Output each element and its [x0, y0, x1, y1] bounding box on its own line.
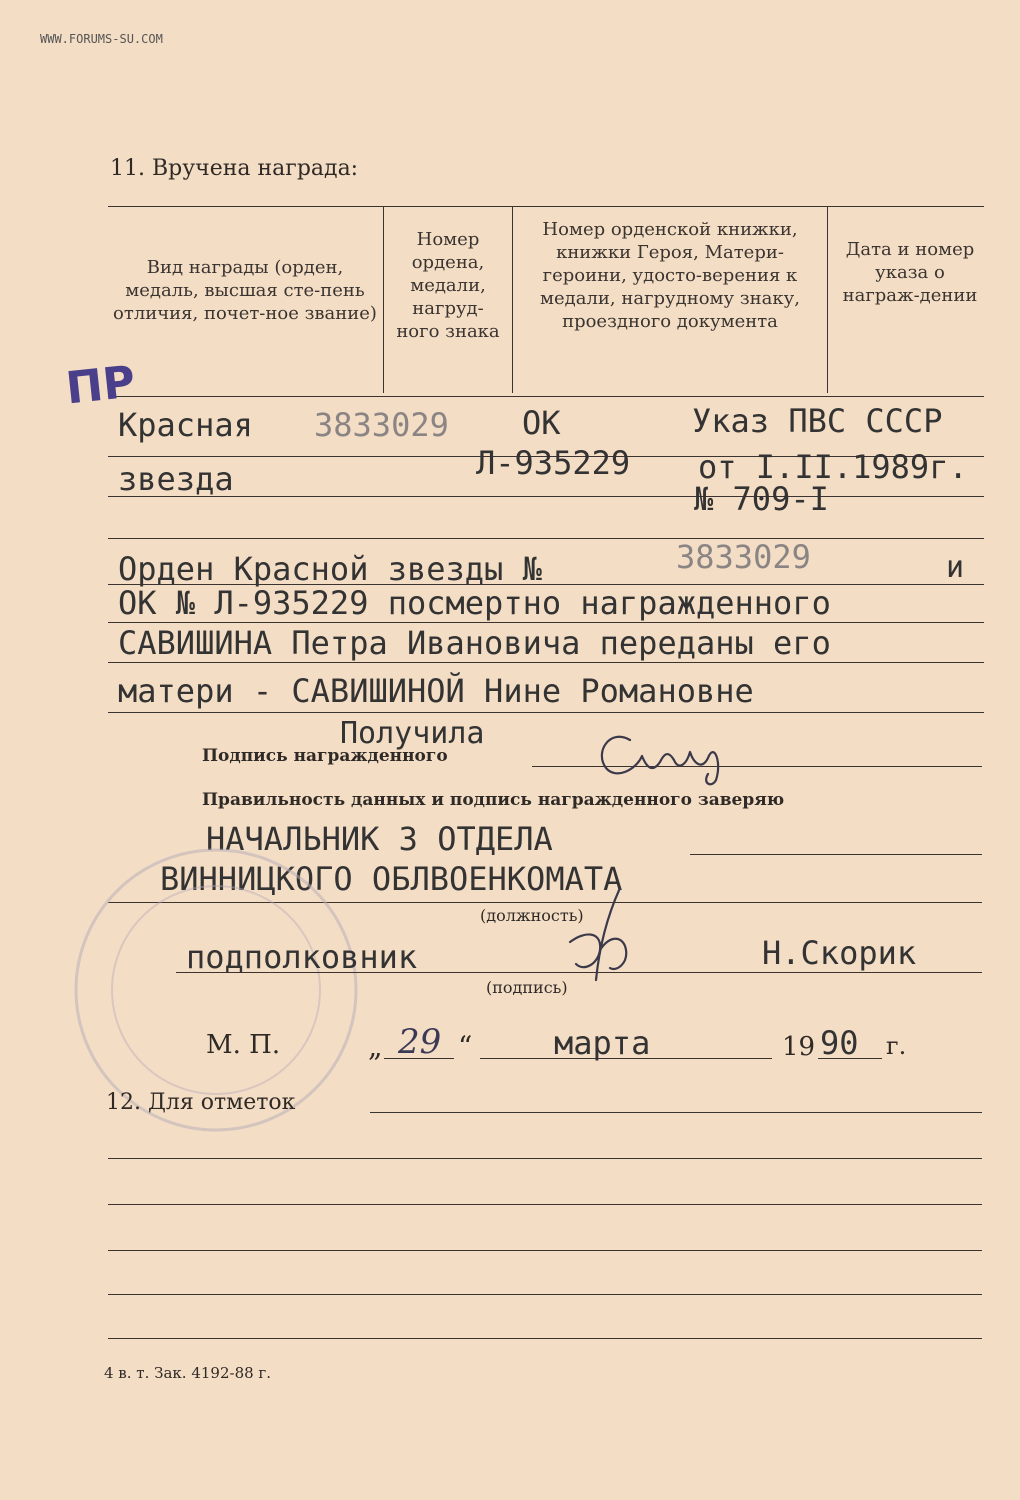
notes-rule-5 [108, 1294, 982, 1295]
header-award-type: Вид награды (орден, медаль, высшая сте-пень отличия, почет-ное звание) [113, 257, 377, 324]
year-suffix: 90 [820, 1024, 859, 1062]
month-rule [480, 1058, 772, 1059]
section-12-title: 12. Для отметок [106, 1090, 296, 1115]
row-rule-3 [108, 538, 984, 539]
position-line1: НАЧАЛЬНИК 3 ОТДЕЛА [206, 820, 553, 858]
note-rule-2 [108, 622, 984, 623]
row-rule-2 [108, 496, 984, 497]
table-col-divider-1 [383, 207, 384, 393]
year-rule [818, 1058, 882, 1059]
year-end: г. [886, 1032, 907, 1060]
award-number: 3833029 [314, 406, 449, 444]
section-11-title: 11. Вручена награда: [110, 156, 359, 181]
date-day: 29 [398, 1022, 442, 1062]
note-line1-text: Орден Красной звезды № [118, 550, 542, 588]
notes-rule-1 [370, 1112, 982, 1113]
book-number-line1: ОК [522, 404, 561, 442]
certify-label: Правильность данных и подпись награжденного заверяю [202, 790, 785, 810]
note-line2: ОК № Л-935229 посмертно награжденного [118, 584, 831, 622]
note-rule-3 [108, 662, 984, 663]
award-type-line1: Красная [118, 406, 253, 444]
note-line1-number: 3833029 [676, 538, 811, 576]
header-decree: Дата и номер указа о награж-дении [842, 239, 978, 306]
notes-rule-4 [108, 1250, 982, 1251]
notes-rule-3 [108, 1204, 982, 1205]
position-rule-1 [690, 854, 982, 855]
date-month: марта [554, 1024, 651, 1062]
award-type-line2: звезда [118, 460, 234, 498]
position-line2: ВИННИЦКОГО ОБЛВОЕНКОМАТА [160, 860, 623, 898]
note-line4: матери - САВИШИНОЙ Нине Романовне [118, 672, 754, 710]
header-award-number: Номер ордена, медали, нагруд-ного знака [396, 229, 500, 342]
table-top-border [108, 206, 984, 207]
margin-stamp: ПР [63, 356, 138, 415]
notes-rule-2 [108, 1158, 982, 1159]
note-line1-end: и [946, 550, 965, 585]
table-col-divider-3 [827, 207, 828, 393]
watermark: WWW.FORUMS-SU.COM [40, 32, 163, 46]
official-name: Н.Скорик [762, 934, 917, 972]
year-prefix: 19 [782, 1032, 816, 1062]
table-col-divider-2 [512, 207, 513, 393]
signature-label: Подпись награжденного [202, 746, 448, 766]
decree-line1: Указ ПВС СССР [692, 402, 943, 440]
decree-line2: от I.II.1989г. [698, 448, 968, 486]
rank: подполковник [186, 938, 418, 976]
header-book-number: Номер орденской книжки, книжки Героя, Матери-героини, удосто-верения к медали, нагрудному знаку, проездного документа [540, 219, 800, 332]
print-info: 4 в. т. Зак. 4192-88 г. [104, 1364, 272, 1382]
note-rule-4 [108, 712, 984, 713]
mp-label: М. П. [206, 1030, 281, 1060]
book-number-line2: Л-935229 [476, 444, 631, 482]
notes-rule-6 [108, 1338, 982, 1339]
date-open-quote: „ [368, 1030, 383, 1063]
official-signature-icon [540, 880, 650, 1000]
day-rule [384, 1058, 454, 1059]
date-close-quote: “ [458, 1030, 473, 1063]
note-line3: САВИШИНА Петра Ивановича переданы его [118, 624, 831, 662]
sign-caption: (подпись) [486, 978, 568, 997]
table-header-bottom-border [108, 396, 984, 397]
position-caption: (должность) [480, 906, 584, 925]
decree-line3: № 709-I [694, 480, 829, 518]
received-text: Получила [340, 716, 485, 751]
handwritten-signature-icon [590, 722, 750, 788]
